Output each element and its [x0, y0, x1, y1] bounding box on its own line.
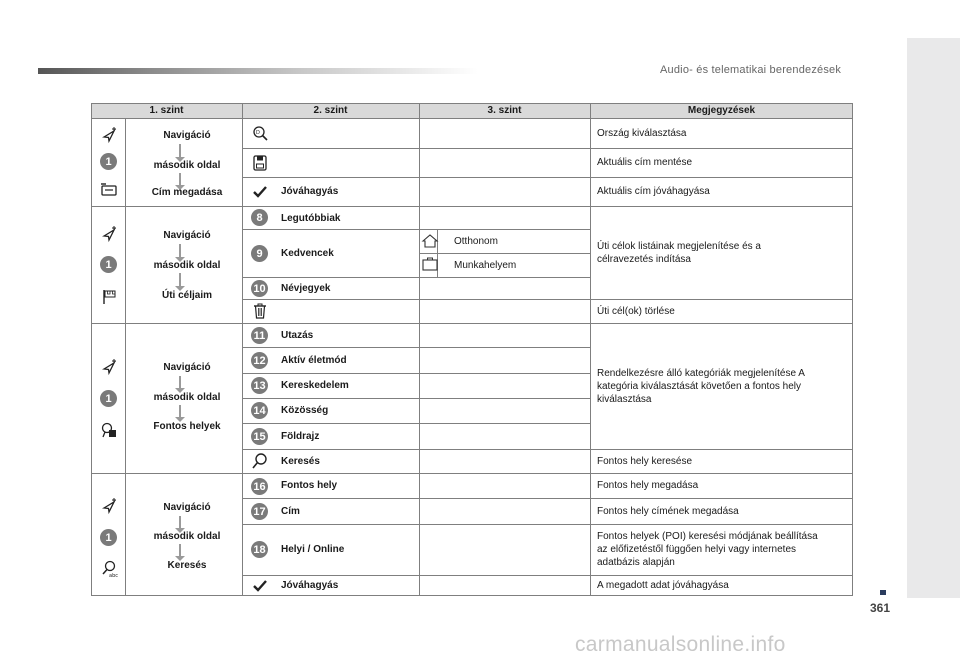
level2-label: Helyi / Online [281, 544, 345, 555]
note-cell: Fontos helyek (POI) keresési módjának beállítása az előfizetéstől függően helyi vagy internetes adatbázis alapján [597, 531, 818, 568]
step-badge: 1 [100, 390, 117, 407]
step-badge: 14 [251, 402, 268, 419]
level2-label: Jóváhagyás [281, 580, 339, 591]
save-icon [251, 154, 269, 172]
arrow-down-icon [179, 173, 181, 186]
navigation-icon [100, 359, 118, 377]
note-cell-merged: Rendelkezésre álló kategóriák megjelenítése A kategória kiválasztását követően a fontos hely kiválasztása [597, 367, 805, 405]
level2-label: Kereskedelem [281, 380, 349, 391]
poi-icon [100, 421, 118, 439]
briefcase-icon [421, 255, 439, 273]
level3-label: Munkahelyem [454, 259, 517, 271]
checkmark-icon [251, 183, 269, 201]
level2-label: Névjegyek [281, 282, 331, 294]
navigation-icon [100, 226, 118, 244]
page-marker [880, 590, 886, 595]
step-badge: 12 [251, 352, 268, 369]
watermark: carmanualsonline.info [575, 633, 786, 656]
note-cell: Aktuális cím jóváhagyása [597, 186, 710, 197]
level2-label: Aktív életmód [281, 354, 347, 366]
svg-text:D: D [256, 130, 260, 136]
step-badge: 1 [100, 153, 117, 170]
note-cell: Úti cél(ok) törlése [597, 305, 675, 317]
step-badge: 8 [251, 209, 268, 226]
note-cell: Fontos hely megadása [597, 480, 699, 491]
column-header-level3: 3. szint [487, 105, 522, 116]
level2-label: Kedvencek [281, 247, 334, 259]
country-search-icon [251, 124, 269, 142]
level2-label: Cím [281, 505, 300, 517]
level1-line: Cím megadása [151, 187, 223, 198]
level2-label: Közösség [281, 405, 329, 416]
step-badge: 18 [251, 541, 268, 558]
level1-line: második oldal [153, 260, 221, 271]
note-cell: Aktuális cím mentése [597, 157, 693, 168]
arrow-down-icon [179, 544, 181, 557]
level1-line: Úti céljaim [161, 290, 213, 301]
level3-label: Otthonom [454, 235, 498, 247]
level1-line: második oldal [153, 531, 221, 542]
search-icon [251, 452, 269, 470]
search-abc-icon [100, 560, 118, 578]
arrow-down-icon [179, 516, 181, 529]
address-entry-icon [100, 181, 118, 199]
arrow-down-icon [179, 273, 181, 287]
navigation-icon [100, 498, 118, 516]
level2-label: Fontos hely [281, 480, 338, 491]
home-icon [421, 232, 439, 250]
settings-table [91, 103, 853, 596]
step-badge: 17 [251, 503, 268, 520]
level2-label: Jóváhagyás [281, 186, 339, 197]
level1-line: Navigáció [163, 230, 211, 241]
arrow-down-icon [179, 405, 181, 418]
level1-line: Navigáció [163, 502, 211, 513]
step-badge: 10 [251, 280, 268, 297]
side-tab [907, 38, 960, 598]
level1-line: Keresés [167, 560, 207, 571]
level1-line: második oldal [153, 392, 221, 403]
level1-line: Fontos helyek [153, 421, 221, 432]
trash-icon [251, 302, 269, 320]
level2-label: Keresés [281, 455, 320, 467]
section-title: Audio- és telematikai berendezések [660, 64, 842, 76]
level2-label: Földrajz [281, 430, 320, 442]
step-badge: 15 [251, 428, 268, 445]
level1-line: Navigáció [163, 130, 211, 141]
note-cell: Ország kiválasztása [597, 128, 687, 139]
column-header-level1: 1. szint [149, 105, 184, 116]
level1-line: második oldal [153, 160, 221, 171]
flag-icon [100, 288, 118, 306]
column-header-level2: 2. szint [313, 105, 348, 116]
step-badge: 11 [251, 327, 268, 344]
navigation-icon [100, 127, 118, 145]
checkmark-icon [251, 577, 269, 595]
step-badge: 16 [251, 478, 268, 495]
column-header-notes: Megjegyzések [687, 105, 756, 116]
svg-text:abc: abc [109, 573, 118, 578]
step-badge: 9 [251, 245, 268, 262]
level1-line: Navigáció [163, 362, 211, 373]
arrow-down-icon [179, 376, 181, 389]
level2-label: Legutóbbiak [281, 212, 341, 224]
step-badge: 1 [100, 529, 117, 546]
arrow-down-icon [179, 244, 181, 258]
note-cell: Fontos hely keresése [597, 455, 693, 467]
step-badge: 1 [100, 256, 117, 273]
note-cell: A megadott adat jóváhagyása [597, 580, 729, 591]
note-cell-merged: Úti célok listáinak megjelenítése és a célravezetés indítása [597, 241, 761, 265]
arrow-down-icon [179, 144, 181, 158]
page-number: 361 [870, 601, 891, 615]
step-badge: 13 [251, 377, 268, 394]
note-cell: Fontos hely címének megadása [597, 505, 739, 517]
header-rule [38, 68, 478, 74]
level2-label: Utazás [281, 329, 314, 341]
